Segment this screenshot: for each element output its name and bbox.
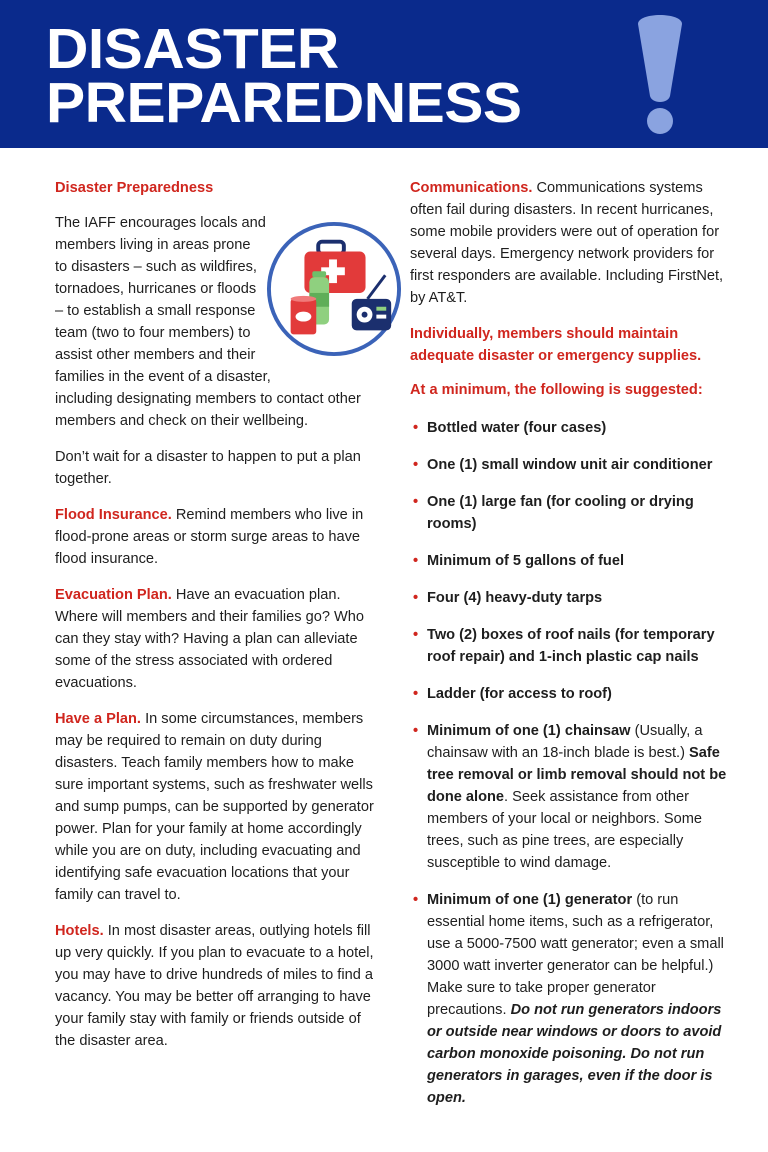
exclamation-icon <box>634 10 686 136</box>
communications-paragraph <box>410 177 738 309</box>
list-item <box>410 417 738 439</box>
section-heading-disaster-preparedness: Disaster Preparedness <box>55 180 214 196</box>
list-item <box>410 587 738 609</box>
illustration-wrapper <box>265 220 415 390</box>
bullet-icon: • <box>413 553 419 569</box>
communications-body: Communications systems often fail during disasters. In recent hurricanes, some mobile providers were out of operation for several days. Emergency network providers for first responders are available. Including FirstNet, by AT&T. <box>410 180 724 306</box>
bullet-icon: • <box>413 627 419 643</box>
list-item-text: Two (2) boxes of roof nails (for temporary roof repair) and 1-inch plastic cap nails <box>427 627 715 665</box>
generator-body: (to run essential home items, such as a refrigerator, use a 5000-7500 watt generator; even a small 3000 watt inverter generator can be helpful.) Make sure to take proper generator precautions. <box>427 892 724 1018</box>
dont-wait-paragraph: Don’t wait for a disaster to happen to put a plan together. <box>55 449 361 487</box>
generator-warning: Do not run generators indoors or outside near windows or doors to avoid carbon monoxide poisoning. Do not run generators in garages, even if the door is open. <box>427 1002 722 1106</box>
evacuation-plan-paragraph <box>55 584 385 694</box>
flood-insurance-body: Remind members who live in flood-prone areas or storm surge areas to have flood insurance. <box>55 507 364 567</box>
list-item-text: Ladder (for access to roof) <box>427 686 612 702</box>
list-item-text: Bottled water (four cases) <box>427 420 607 436</box>
list-item <box>410 683 738 705</box>
hotels-paragraph <box>55 920 385 1052</box>
intro-paragraph: The IAFF encourages locals and members living in areas prone to disasters – such as wildfires, tornadoes, hurricanes or floods – to establish a small response team (two to four members) to assist other members and their families in the event of a disaster, including designating members to contact other members and check on their wellbeing. <box>55 215 361 429</box>
bullet-icon: • <box>413 494 419 510</box>
have-a-plan-paragraph <box>55 708 385 906</box>
bullet-icon: • <box>413 686 419 702</box>
hotels-body: In most disaster areas, outlying hotels fill up very quickly. If you plan to evacuate to a hotel, you may have to drive hundreds of miles to find a vacancy. You may be better off arranging to have your family stay with family or friends outside of the disaster area. <box>55 923 374 1049</box>
flood-insurance-title: Flood Insurance. <box>55 507 172 523</box>
list-item <box>410 454 738 476</box>
chainsaw-body: (Usually, a chainsaw with an 18-inch blade is best.) <box>427 723 703 761</box>
list-item-text: Four (4) heavy-duty tarps <box>427 590 603 606</box>
list-item <box>410 624 738 668</box>
have-a-plan-body: In some circumstances, members may be required to remain on duty during disasters. Teach family members how to make sure important systems, such as freshwater wells and sump pumps, can be supported by generator power. Plan for your family at home accordingly while you are on duty, including evacuating and identifying safe evacuation locations that your family can travel to. <box>55 711 374 903</box>
bullet-icon: • <box>413 723 419 739</box>
minimum-statement: At a minimum, the following is suggested: <box>410 382 703 398</box>
intro-block <box>55 212 385 446</box>
have-a-plan-title: Have a Plan. <box>55 711 141 727</box>
list-item-text: One (1) small window unit air conditioner <box>427 457 713 473</box>
title-line-2: PREPAREDNESS <box>46 71 522 135</box>
list-item-chainsaw <box>410 720 738 874</box>
bullet-icon: • <box>413 457 419 473</box>
flood-insurance-paragraph <box>55 504 385 570</box>
list-item <box>410 491 738 535</box>
individually-statement: Individually, members should maintain adequate disaster or emergency supplies. <box>410 326 702 364</box>
chainsaw-body-2: . Seek assistance from other members of your local or neighbors. Some trees, such as pine trees, are especially susceptible to wind damage. <box>427 789 702 871</box>
list-item-generator <box>410 889 738 1109</box>
list-item-text: Minimum of 5 gallons of fuel <box>427 553 625 569</box>
emergency-supplies-icon <box>265 220 403 358</box>
supplies-list <box>410 417 738 1109</box>
hotels-title: Hotels. <box>55 923 104 939</box>
list-item-text: One (1) large fan (for cooling or drying rooms) <box>427 494 694 532</box>
list-item <box>410 550 738 572</box>
chainsaw-safety: Safe tree removal or limb removal should not be done alone <box>427 745 727 805</box>
bullet-icon: • <box>413 590 419 606</box>
header-banner <box>0 0 768 148</box>
bullet-icon: • <box>413 892 419 908</box>
evacuation-plan-body: Have an evacuation plan. Where will members and their families go? Who can they stay with? Having a plan can alleviate some of the stress associated with ordered evacuations. <box>55 587 365 691</box>
page-title <box>46 17 522 135</box>
evacuation-plan-title: Evacuation Plan. <box>55 587 172 603</box>
title-line-1: DISASTER <box>46 17 339 81</box>
communications-title: Communications. <box>410 180 533 196</box>
chainsaw-bold: Minimum of one (1) chainsaw <box>427 723 631 739</box>
right-column <box>410 177 738 1124</box>
bullet-icon: • <box>413 420 419 436</box>
left-column <box>55 177 385 1066</box>
generator-bold: Minimum of one (1) generator <box>427 892 633 908</box>
